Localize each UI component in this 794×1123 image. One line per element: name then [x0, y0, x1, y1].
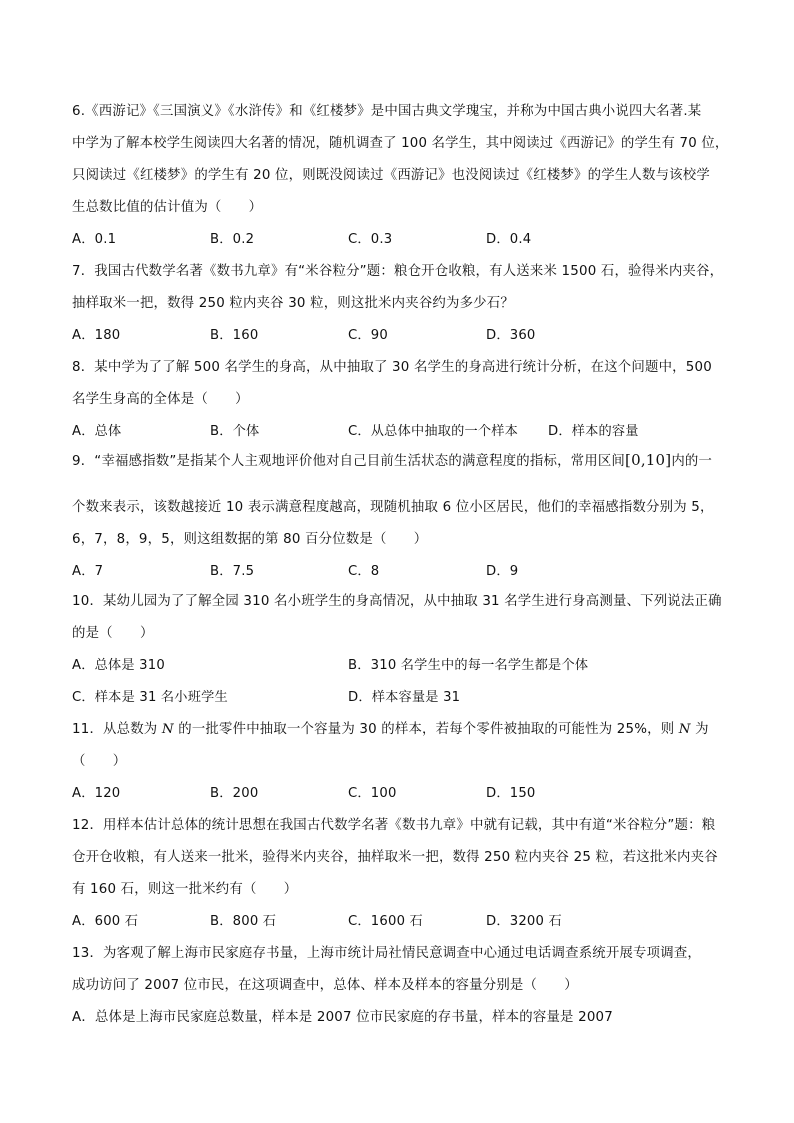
question-text-line: 个数来表示，该数越接近 10 表示满意程度越高，现随机抽取 6 位小区居民，他们的幸福感指数分别为 5，	[72, 500, 714, 515]
option-a: A．7	[72, 564, 104, 579]
question-text-line: （ ）	[72, 754, 127, 769]
option-a: A．总体是上海市民家庭总数量，样本是 2007 位市民家庭的存书量，样本的容量是 2007	[72, 1010, 613, 1025]
question-text: 11．从总数为	[72, 722, 162, 737]
question-text-line: 13．为客观了解上海市民家庭存书量，上海市统计局社情民意调查中心通过电话调查系统开展专项调查，	[72, 946, 702, 961]
option-d: D．150	[486, 786, 536, 801]
option-b: B．个体	[210, 424, 260, 439]
variable-n: N	[678, 722, 691, 737]
question-text-line	[72, 450, 712, 469]
option-d: D．3200 石	[486, 914, 562, 929]
question-text-line: 有 160 石，则这一批米约有（ ）	[72, 882, 298, 897]
option-a: A．600 石	[72, 914, 139, 929]
question-text-line: 成功访问了 2007 位市民，在这项调查中，总体、样本及样本的容量分别是（ ）	[72, 978, 578, 993]
option-d: D．0.4	[486, 232, 532, 247]
option-b: B．310 名学生中的每一名学生都是个体	[348, 658, 589, 673]
question-text: 为	[690, 722, 709, 737]
question-text-line: 生总数比值的估计值为（ ）	[72, 200, 263, 215]
option-b: B．7.5	[210, 564, 255, 579]
option-a: A．120	[72, 786, 121, 801]
question-text: 9．“幸福感指数”是指某个人主观地评价他对自己目前生活状态的满意程度的指标，常用区间	[72, 454, 626, 469]
question-text-line: 12．用样本估计总体的统计思想在我国古代数学名著《数书九章》中就有记载，其中有道“米谷粒分”题：粮	[72, 818, 716, 833]
option-b: B．160	[210, 328, 259, 343]
option-c: C．从总体中抽取的一个样本	[348, 424, 519, 439]
option-d: D．360	[486, 328, 536, 343]
question-text-line: 的是（ ）	[72, 626, 154, 641]
question-text-line: 7．我国古代数学名著《数书九章》有“米谷粒分”题：粮仓开仓收粮，有人送来米 1500 石，验得米内夹谷，	[72, 264, 724, 279]
question-text-line: 10．某幼儿园为了了解全园 310 名小班学生的身高情况，从中抽取 31 名学生进行身高测量、下列说法正确	[72, 594, 722, 609]
interval-expression: [0,10]	[625, 451, 672, 469]
question-text-line: 名学生身高的全体是（ ）	[72, 392, 249, 407]
option-d: D．样本容量是 31	[348, 690, 461, 705]
option-d: D．样本的容量	[548, 424, 639, 439]
question-text: 内的一	[671, 454, 713, 469]
question-text-line: 抽样取米一把，数得 250 粒内夹谷 30 粒，则这批米内夹谷约为多少石？	[72, 296, 514, 311]
option-a: A．总体	[72, 424, 122, 439]
option-c: C．样本是 31 名小班学生	[72, 690, 228, 705]
question-text-line: 6.《西游记》《三国演义》《水浒传》和《红楼梦》是中国古典文学瑰宝，并称为中国古典小说四大名著.某	[72, 104, 702, 119]
option-a: A．180	[72, 328, 121, 343]
option-b: B．0.2	[210, 232, 255, 247]
question-text: 的一批零件中抽取一个容量为 30 的样本，若每个零件被抽取的可能性为 25%，则	[173, 722, 679, 737]
variable-n: N	[161, 722, 174, 737]
question-text-line: 仓开仓收粮，有人送来一批米，验得米内夹谷，抽样取米一把，数得 250 粒内夹谷 25 粒，若这批米内夹谷	[72, 850, 718, 865]
option-d: D．9	[486, 564, 519, 579]
option-c: C．8	[348, 564, 380, 579]
question-text-line: 8．某中学为了了解 500 名学生的身高，从中抽取了 30 名学生的身高进行统计分析，在这个问题中，500	[72, 360, 712, 375]
option-c: C．1600 石	[348, 914, 423, 929]
option-a: A．总体是 310	[72, 658, 165, 673]
option-c: C．100	[348, 786, 397, 801]
question-text-line: 6，7，8，9，5，则这组数据的第 80 百分位数是（ ）	[72, 532, 428, 547]
option-c: C．0.3	[348, 232, 393, 247]
question-text-line: 中学为了解本校学生阅读四大名著的情况，随机调查了 100 名学生，其中阅读过《西游记》的学生有 70 位，	[72, 136, 729, 151]
question-text-line	[72, 718, 709, 737]
option-a: A．0.1	[72, 232, 117, 247]
option-c: C．90	[348, 328, 388, 343]
option-b: B．200	[210, 786, 259, 801]
option-b: B．800 石	[210, 914, 277, 929]
question-text-line: 只阅读过《红楼梦》的学生有 20 位，则既没阅读过《西游记》也没阅读过《红楼梦》的学生人数与该校学	[72, 168, 710, 183]
